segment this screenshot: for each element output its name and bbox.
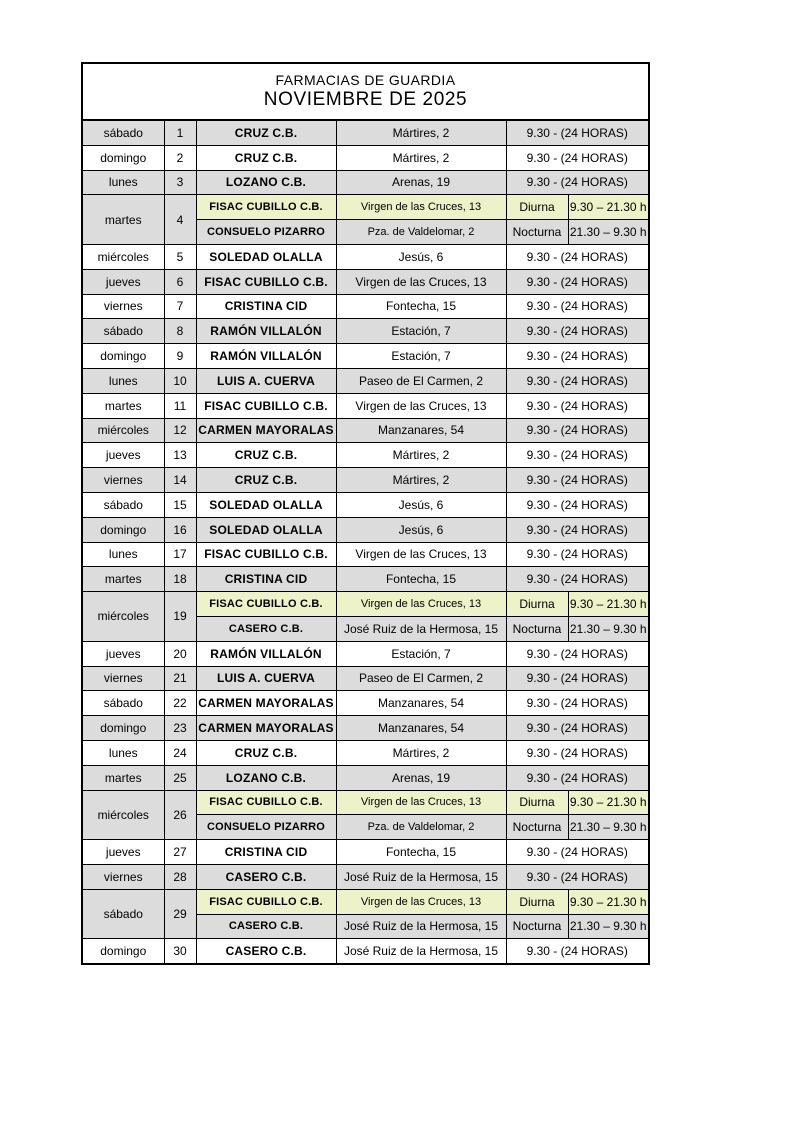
document-title: FARMACIAS DE GUARDIA	[275, 72, 456, 88]
date-cell: 13	[164, 443, 196, 468]
address-cell: Manzanares, 54	[336, 418, 506, 443]
table-row	[83, 666, 648, 691]
table-row	[83, 468, 648, 493]
date-cell: 28	[164, 864, 196, 889]
hours-cell: 9.30 - (24 HORAS)	[506, 542, 648, 567]
date-cell: 11	[164, 393, 196, 418]
day-shift-address-cell: Virgen de las Cruces, 13	[336, 195, 506, 220]
date-cell: 2	[164, 145, 196, 170]
night-shift-label-cell: Nocturna	[506, 914, 568, 939]
weekday-cell: viernes	[83, 864, 164, 889]
address-cell: Mártires, 2	[336, 121, 506, 145]
table-row	[83, 244, 648, 269]
weekday-cell: viernes	[83, 294, 164, 319]
day-shift-address-cell: Virgen de las Cruces, 13	[336, 592, 506, 617]
day-shift-pharmacy-cell: FISAC CUBILLO C.B.	[196, 790, 336, 815]
address-cell: Manzanares, 54	[336, 716, 506, 741]
table-row	[83, 195, 648, 220]
date-cell: 12	[164, 418, 196, 443]
night-shift-label-cell: Nocturna	[506, 815, 568, 840]
address-cell: Virgen de las Cruces, 13	[336, 269, 506, 294]
night-shift-time-cell: 21.30 – 9.30 h	[568, 220, 648, 245]
pharmacy-name-cell: CRUZ C.B.	[196, 740, 336, 765]
hours-cell: 9.30 - (24 HORAS)	[506, 344, 648, 369]
address-cell: Jesús, 6	[336, 517, 506, 542]
night-shift-pharmacy-cell: CASERO C.B.	[196, 616, 336, 641]
night-shift-address-cell: José Ruiz de la Hermosa, 15	[336, 914, 506, 939]
hours-cell: 9.30 - (24 HORAS)	[506, 418, 648, 443]
night-shift-label-cell: Nocturna	[506, 220, 568, 245]
night-shift-pharmacy-cell: CONSUELO PIZARRO	[196, 815, 336, 840]
table-row	[83, 344, 648, 369]
weekday-cell: domingo	[83, 939, 164, 963]
hours-cell: 9.30 - (24 HORAS)	[506, 443, 648, 468]
weekday-cell: lunes	[83, 170, 164, 195]
hours-cell: 9.30 - (24 HORAS)	[506, 517, 648, 542]
table-row	[83, 170, 648, 195]
hours-cell: 9.30 - (24 HORAS)	[506, 319, 648, 344]
weekday-cell: sábado	[83, 492, 164, 517]
date-cell: 7	[164, 294, 196, 319]
night-shift-time-cell: 21.30 – 9.30 h	[568, 616, 648, 641]
title-block	[83, 64, 648, 121]
night-shift-address-cell: José Ruiz de la Hermosa, 15	[336, 616, 506, 641]
weekday-cell: domingo	[83, 517, 164, 542]
day-shift-label-cell: Diurna	[506, 195, 568, 220]
weekday-cell: sábado	[83, 691, 164, 716]
pharmacy-name-cell: LUIS A. CUERVA	[196, 368, 336, 393]
date-cell: 30	[164, 939, 196, 963]
hours-cell: 9.30 - (24 HORAS)	[506, 170, 648, 195]
table-row	[83, 517, 648, 542]
date-cell: 18	[164, 567, 196, 592]
address-cell: Mártires, 2	[336, 468, 506, 493]
table-row	[83, 145, 648, 170]
weekday-cell: lunes	[83, 740, 164, 765]
pharmacy-name-cell: CRUZ C.B.	[196, 121, 336, 145]
date-cell: 17	[164, 542, 196, 567]
hours-cell: 9.30 - (24 HORAS)	[506, 716, 648, 741]
address-cell: Virgen de las Cruces, 13	[336, 393, 506, 418]
table-row	[83, 269, 648, 294]
date-cell: 3	[164, 170, 196, 195]
address-cell: José Ruiz de la Hermosa, 15	[336, 864, 506, 889]
night-shift-address-cell: Pza. de Valdelomar, 2	[336, 815, 506, 840]
weekday-cell: jueves	[83, 641, 164, 666]
night-shift-time-cell: 21.30 – 9.30 h	[568, 914, 648, 939]
weekday-cell: martes	[83, 567, 164, 592]
address-cell: Mártires, 2	[336, 443, 506, 468]
date-cell: 23	[164, 716, 196, 741]
night-shift-address-cell: Pza. de Valdelomar, 2	[336, 220, 506, 245]
weekday-cell: jueves	[83, 840, 164, 865]
table-row	[83, 765, 648, 790]
address-cell: Mártires, 2	[336, 145, 506, 170]
table-row	[83, 121, 648, 145]
weekday-cell: miércoles	[83, 418, 164, 443]
address-cell: Manzanares, 54	[336, 691, 506, 716]
date-cell: 16	[164, 517, 196, 542]
table-row	[83, 691, 648, 716]
address-cell: Fontecha, 15	[336, 294, 506, 319]
night-shift-pharmacy-cell: CASERO C.B.	[196, 914, 336, 939]
weekday-cell: martes	[83, 765, 164, 790]
night-shift-time-cell: 21.30 – 9.30 h	[568, 815, 648, 840]
address-cell: Jesús, 6	[336, 492, 506, 517]
hours-cell: 9.30 - (24 HORAS)	[506, 840, 648, 865]
weekday-cell: jueves	[83, 443, 164, 468]
table-row	[83, 393, 648, 418]
date-cell: 24	[164, 740, 196, 765]
weekday-cell: sábado	[83, 889, 164, 939]
hours-cell: 9.30 - (24 HORAS)	[506, 691, 648, 716]
day-shift-pharmacy-cell: FISAC CUBILLO C.B.	[196, 195, 336, 220]
pharmacy-name-cell: FISAC CUBILLO C.B.	[196, 269, 336, 294]
pharmacy-name-cell: LOZANO C.B.	[196, 765, 336, 790]
pharmacy-name-cell: CRUZ C.B.	[196, 468, 336, 493]
date-cell: 29	[164, 889, 196, 939]
address-cell: Estación, 7	[336, 641, 506, 666]
pharmacy-name-cell: CRISTINA CID	[196, 567, 336, 592]
pharmacy-name-cell: SOLEDAD OLALLA	[196, 244, 336, 269]
table-row	[83, 418, 648, 443]
pharmacy-name-cell: CARMEN MAYORALAS	[196, 418, 336, 443]
pharmacy-name-cell: RAMÓN VILLALÓN	[196, 319, 336, 344]
address-cell: Estación, 7	[336, 319, 506, 344]
hours-cell: 9.30 - (24 HORAS)	[506, 641, 648, 666]
address-cell: Estación, 7	[336, 344, 506, 369]
pharmacy-name-cell: RAMÓN VILLALÓN	[196, 344, 336, 369]
pharmacy-name-cell: CARMEN MAYORALAS	[196, 691, 336, 716]
table-row	[83, 889, 648, 914]
weekday-cell: domingo	[83, 716, 164, 741]
night-shift-pharmacy-cell: CONSUELO PIZARRO	[196, 220, 336, 245]
day-shift-label-cell: Diurna	[506, 592, 568, 617]
hours-cell: 9.30 - (24 HORAS)	[506, 294, 648, 319]
table-row	[83, 368, 648, 393]
pharmacy-name-cell: CRUZ C.B.	[196, 443, 336, 468]
weekday-cell: miércoles	[83, 244, 164, 269]
date-cell: 26	[164, 790, 196, 840]
weekday-cell: jueves	[83, 269, 164, 294]
hours-cell: 9.30 - (24 HORAS)	[506, 393, 648, 418]
table-row	[83, 641, 648, 666]
hours-cell: 9.30 - (24 HORAS)	[506, 468, 648, 493]
day-shift-time-cell: 9.30 – 21.30 h	[568, 889, 648, 914]
table-row	[83, 740, 648, 765]
day-shift-label-cell: Diurna	[506, 790, 568, 815]
hours-cell: 9.30 - (24 HORAS)	[506, 666, 648, 691]
table-row	[83, 840, 648, 865]
hours-cell: 9.30 - (24 HORAS)	[506, 492, 648, 517]
day-shift-pharmacy-cell: FISAC CUBILLO C.B.	[196, 592, 336, 617]
table-row	[83, 443, 648, 468]
weekday-cell: miércoles	[83, 592, 164, 642]
date-cell: 25	[164, 765, 196, 790]
table-row	[83, 790, 648, 815]
date-cell: 10	[164, 368, 196, 393]
weekday-cell: martes	[83, 195, 164, 245]
pharmacy-name-cell: LUIS A. CUERVA	[196, 666, 336, 691]
date-cell: 19	[164, 592, 196, 642]
weekday-cell: domingo	[83, 344, 164, 369]
pharmacy-name-cell: FISAC CUBILLO C.B.	[196, 393, 336, 418]
date-cell: 20	[164, 641, 196, 666]
hours-cell: 9.30 - (24 HORAS)	[506, 121, 648, 145]
date-cell: 14	[164, 468, 196, 493]
day-shift-address-cell: Virgen de las Cruces, 13	[336, 790, 506, 815]
hours-cell: 9.30 - (24 HORAS)	[506, 765, 648, 790]
address-cell: Paseo de El Carmen, 2	[336, 666, 506, 691]
table-row	[83, 939, 648, 963]
address-cell: Fontecha, 15	[336, 840, 506, 865]
weekday-cell: lunes	[83, 542, 164, 567]
address-cell: Arenas, 19	[336, 170, 506, 195]
day-shift-pharmacy-cell: FISAC CUBILLO C.B.	[196, 889, 336, 914]
weekday-cell: miércoles	[83, 790, 164, 840]
weekday-cell: sábado	[83, 121, 164, 145]
day-shift-address-cell: Virgen de las Cruces, 13	[336, 889, 506, 914]
date-cell: 5	[164, 244, 196, 269]
address-cell: Jesús, 6	[336, 244, 506, 269]
day-shift-time-cell: 9.30 – 21.30 h	[568, 790, 648, 815]
table-row	[83, 542, 648, 567]
weekday-cell: sábado	[83, 319, 164, 344]
table-row	[83, 492, 648, 517]
address-cell: Virgen de las Cruces, 13	[336, 542, 506, 567]
table-row	[83, 294, 648, 319]
weekday-cell: martes	[83, 393, 164, 418]
hours-cell: 9.30 - (24 HORAS)	[506, 939, 648, 963]
pharmacy-name-cell: CRISTINA CID	[196, 294, 336, 319]
table-row	[83, 319, 648, 344]
address-cell: José Ruiz de la Hermosa, 15	[336, 939, 506, 963]
date-cell: 21	[164, 666, 196, 691]
night-shift-label-cell: Nocturna	[506, 616, 568, 641]
hours-cell: 9.30 - (24 HORAS)	[506, 368, 648, 393]
duty-pharmacy-sheet	[81, 62, 650, 965]
address-cell: Arenas, 19	[336, 765, 506, 790]
table-row	[83, 716, 648, 741]
hours-cell: 9.30 - (24 HORAS)	[506, 244, 648, 269]
hours-cell: 9.30 - (24 HORAS)	[506, 145, 648, 170]
weekday-cell: domingo	[83, 145, 164, 170]
date-cell: 9	[164, 344, 196, 369]
pharmacy-name-cell: FISAC CUBILLO C.B.	[196, 542, 336, 567]
date-cell: 4	[164, 195, 196, 245]
pharmacy-name-cell: SOLEDAD OLALLA	[196, 517, 336, 542]
hours-cell: 9.30 - (24 HORAS)	[506, 269, 648, 294]
pharmacy-name-cell: CASERO C.B.	[196, 864, 336, 889]
pharmacy-name-cell: CASERO C.B.	[196, 939, 336, 963]
day-shift-time-cell: 9.30 – 21.30 h	[568, 195, 648, 220]
address-cell: Paseo de El Carmen, 2	[336, 368, 506, 393]
date-cell: 6	[164, 269, 196, 294]
date-cell: 15	[164, 492, 196, 517]
pharmacy-name-cell: SOLEDAD OLALLA	[196, 492, 336, 517]
month-title: NOVIEMBRE DE 2025	[263, 89, 468, 110]
date-cell: 27	[164, 840, 196, 865]
day-shift-time-cell: 9.30 – 21.30 h	[568, 592, 648, 617]
weekday-cell: lunes	[83, 368, 164, 393]
pharmacy-name-cell: RAMÓN VILLALÓN	[196, 641, 336, 666]
date-cell: 8	[164, 319, 196, 344]
pharmacy-name-cell: LOZANO C.B.	[196, 170, 336, 195]
table-row	[83, 567, 648, 592]
weekday-cell: viernes	[83, 666, 164, 691]
date-cell: 22	[164, 691, 196, 716]
table-row	[83, 592, 648, 617]
date-cell: 1	[164, 121, 196, 145]
day-shift-label-cell: Diurna	[506, 889, 568, 914]
pharmacy-name-cell: CRUZ C.B.	[196, 145, 336, 170]
weekday-cell: viernes	[83, 468, 164, 493]
pharmacy-name-cell: CRISTINA CID	[196, 840, 336, 865]
duty-schedule-table	[83, 121, 648, 963]
address-cell: Fontecha, 15	[336, 567, 506, 592]
table-row	[83, 864, 648, 889]
address-cell: Mártires, 2	[336, 740, 506, 765]
hours-cell: 9.30 - (24 HORAS)	[506, 740, 648, 765]
pharmacy-name-cell: CARMEN MAYORALAS	[196, 716, 336, 741]
hours-cell: 9.30 - (24 HORAS)	[506, 864, 648, 889]
hours-cell: 9.30 - (24 HORAS)	[506, 567, 648, 592]
